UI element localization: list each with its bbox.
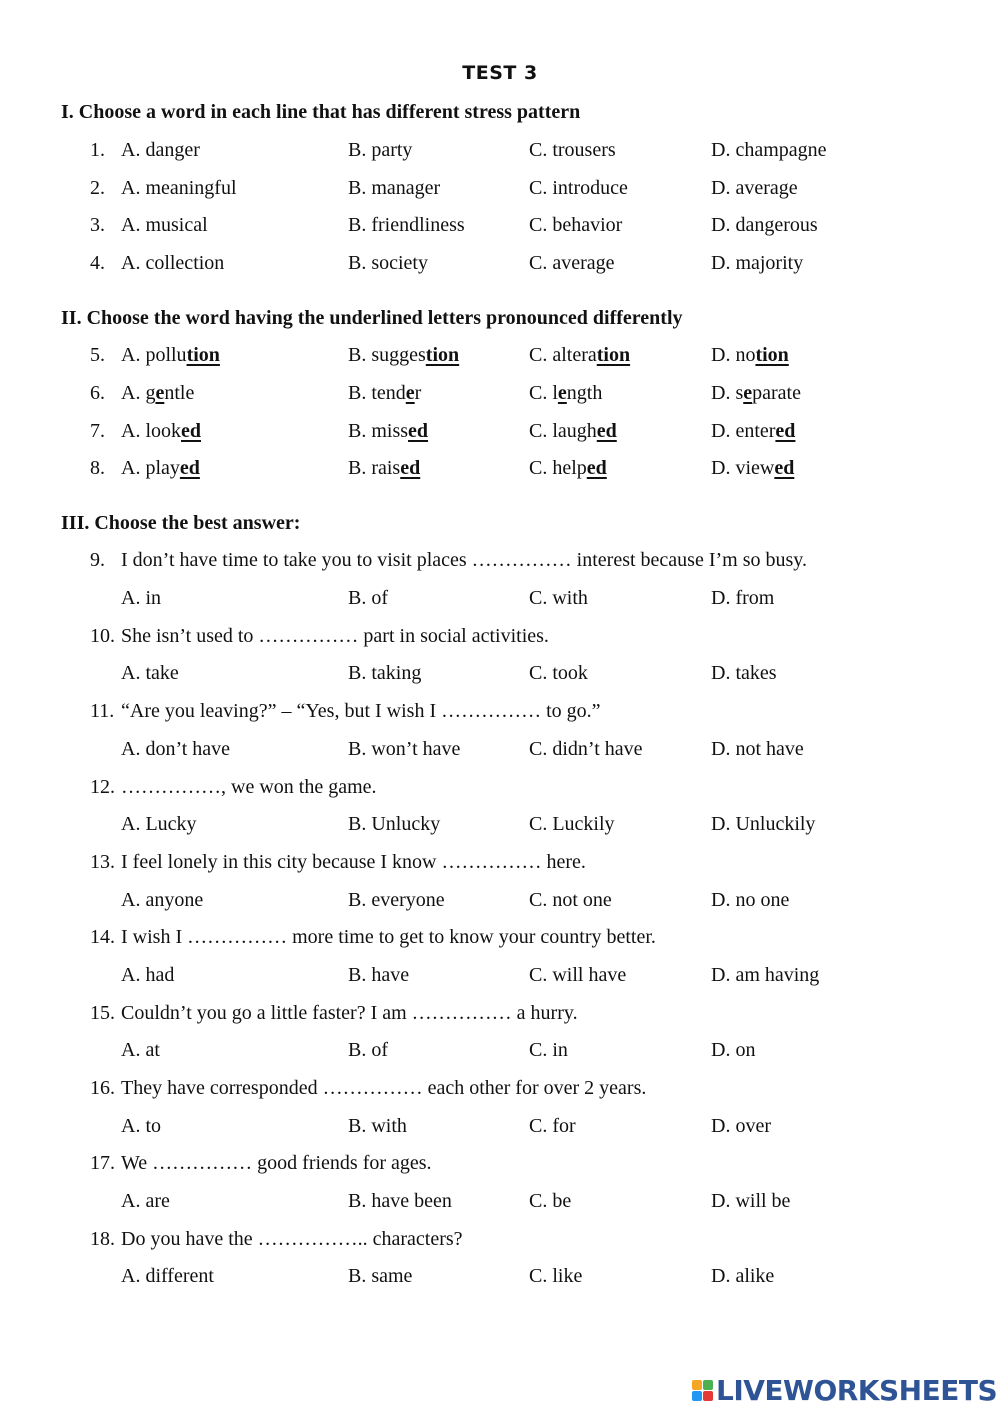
option-c[interactable]: C. in xyxy=(529,1039,568,1061)
question-stem: “Are you leaving?” – “Yes, but I wish I …………… to go.” xyxy=(121,700,601,722)
option-d[interactable]: D. takes xyxy=(711,662,777,684)
question-row xyxy=(0,457,1000,485)
option-b[interactable]: B. taking xyxy=(348,662,422,684)
question-row xyxy=(0,382,1000,410)
question-number: 12. xyxy=(90,776,115,798)
option-a[interactable]: A. anyone xyxy=(121,889,204,911)
question-stem: I wish I …………… more time to get to know your country better. xyxy=(121,926,656,948)
option-c[interactable]: C. with xyxy=(529,587,588,609)
option-a[interactable]: A. in xyxy=(121,587,161,609)
question-stem: I don’t have time to take you to visit places …………… interest because I’m so busy. xyxy=(121,549,807,571)
options-row xyxy=(0,1039,1000,1067)
question-stem-row xyxy=(0,1077,1000,1105)
options-row xyxy=(0,964,1000,992)
question-number: 17. xyxy=(90,1152,115,1174)
option-d[interactable]: D. viewed xyxy=(711,457,795,479)
underlined-letters: ed xyxy=(775,420,796,442)
underlined-letters: ed xyxy=(400,457,421,479)
option-a[interactable]: A. pollution xyxy=(121,344,220,366)
option-a[interactable]: A. musical xyxy=(121,214,208,236)
option-d[interactable]: D. on xyxy=(711,1039,756,1061)
question-stem: ……………, we won the game. xyxy=(121,776,377,798)
question-number: 13. xyxy=(90,851,115,873)
question-number: 8. xyxy=(90,457,105,479)
option-a[interactable]: A. danger xyxy=(121,139,200,161)
options-row xyxy=(0,889,1000,917)
option-d[interactable]: D. Unluckily xyxy=(711,813,816,835)
underlined-letters: ed xyxy=(179,457,200,479)
option-a[interactable]: A. gentle xyxy=(121,382,195,404)
option-d[interactable]: D. separate xyxy=(711,382,801,404)
underlined-letters: ed xyxy=(408,420,429,442)
option-b[interactable]: B. with xyxy=(348,1115,407,1137)
option-b[interactable]: B. of xyxy=(348,587,388,609)
option-b[interactable]: B. have been xyxy=(348,1190,452,1212)
question-stem: I feel lonely in this city because I know …………… here. xyxy=(121,851,586,873)
option-a[interactable]: A. meaningful xyxy=(121,177,237,199)
question-row xyxy=(0,139,1000,167)
option-c[interactable]: C. be xyxy=(529,1190,572,1212)
question-number: 4. xyxy=(90,252,105,274)
question-stem-row xyxy=(0,1152,1000,1180)
question-stem: Do you have the …………….. characters? xyxy=(121,1228,463,1250)
option-c[interactable]: C. not one xyxy=(529,889,612,911)
question-stem: She isn’t used to …………… part in social activities. xyxy=(121,625,549,647)
option-a[interactable]: A. different xyxy=(121,1265,214,1287)
question-stem-row xyxy=(0,926,1000,954)
option-d[interactable]: D. no one xyxy=(711,889,790,911)
underlined-letters: ed xyxy=(181,420,201,442)
question-row xyxy=(0,177,1000,205)
question-number: 5. xyxy=(90,344,105,366)
option-c[interactable]: C. will have xyxy=(529,964,627,986)
option-b[interactable]: B. have xyxy=(348,964,410,986)
section-1-heading: I. Choose a word in each line that has different stress pattern xyxy=(61,101,581,123)
option-c[interactable]: C. introduce xyxy=(529,177,628,199)
option-c[interactable]: C. like xyxy=(529,1265,583,1287)
question-stem: Couldn’t you go a little faster? I am …………… a hurry. xyxy=(121,1002,578,1024)
option-d[interactable]: D. dangerous xyxy=(711,214,818,236)
option-c[interactable]: C. length xyxy=(529,382,603,404)
options-row xyxy=(0,1115,1000,1143)
option-b[interactable]: B. society xyxy=(348,252,428,274)
question-row xyxy=(0,420,1000,448)
option-d[interactable]: D. champagne xyxy=(711,139,827,161)
underlined-letters: e xyxy=(155,382,165,404)
underlined-letters: tion xyxy=(425,344,460,366)
question-number: 14. xyxy=(90,926,115,948)
option-a[interactable]: A. looked xyxy=(121,420,201,442)
question-stem-row xyxy=(0,1228,1000,1256)
option-c[interactable]: C. for xyxy=(529,1115,576,1137)
underlined-letters: e xyxy=(405,382,415,404)
options-row xyxy=(0,587,1000,615)
underlined-letters: ed xyxy=(774,457,795,479)
option-c[interactable]: C. trousers xyxy=(529,139,616,161)
question-number: 1. xyxy=(90,139,105,161)
option-b[interactable]: B. won’t have xyxy=(348,738,461,760)
section-2-heading: II. Choose the word having the underlined letters pronounced differently xyxy=(61,307,683,329)
question-number: 16. xyxy=(90,1077,115,1099)
option-b[interactable]: B. missed xyxy=(348,420,429,442)
option-b[interactable]: B. manager xyxy=(348,177,441,199)
question-stem-row xyxy=(0,700,1000,728)
logo-mark-icon xyxy=(692,1380,713,1401)
option-c[interactable]: C. alteration xyxy=(529,344,631,366)
section-3-heading: III. Choose the best answer: xyxy=(61,512,301,534)
options-row xyxy=(0,1190,1000,1218)
underlined-letters: ed xyxy=(596,420,617,442)
question-row xyxy=(0,344,1000,372)
option-a[interactable]: A. had xyxy=(121,964,175,986)
underlined-letters: tion xyxy=(596,344,631,366)
option-a[interactable]: A. played xyxy=(121,457,200,479)
question-stem-row xyxy=(0,625,1000,653)
underlined-letters: tion xyxy=(755,344,789,366)
question-number: 3. xyxy=(90,214,105,236)
options-row xyxy=(0,738,1000,766)
question-row xyxy=(0,252,1000,280)
question-stem: They have corresponded …………… each other for over 2 years. xyxy=(121,1077,647,1099)
option-a[interactable]: A. to xyxy=(121,1115,161,1137)
option-d[interactable]: D. not have xyxy=(711,738,804,760)
options-row xyxy=(0,662,1000,690)
option-b[interactable]: B. everyone xyxy=(348,889,445,911)
option-b[interactable]: B. raised xyxy=(348,457,421,479)
option-c[interactable]: C. laughed xyxy=(529,420,617,442)
options-row xyxy=(0,1265,1000,1293)
option-a[interactable]: A. don’t have xyxy=(121,738,231,760)
option-d[interactable]: D. am having xyxy=(711,964,820,986)
underlined-letters: e xyxy=(557,382,567,404)
option-a[interactable]: A. collection xyxy=(121,252,225,274)
option-b[interactable]: B. of xyxy=(348,1039,388,1061)
option-d[interactable]: D. entered xyxy=(711,420,796,442)
option-c[interactable]: C. took xyxy=(529,662,588,684)
option-b[interactable]: B. party xyxy=(348,139,413,161)
option-c[interactable]: C. behavior xyxy=(529,214,623,236)
option-c[interactable]: C. average xyxy=(529,252,615,274)
question-number: 15. xyxy=(90,1002,115,1024)
underlined-letters: tion xyxy=(186,344,220,366)
question-number: 7. xyxy=(90,420,105,442)
question-number: 6. xyxy=(90,382,105,404)
option-b[interactable]: B. suggestion xyxy=(348,344,460,366)
logo-text: LIVEWORKSHEETS xyxy=(716,1373,998,1407)
option-d[interactable]: D. will be xyxy=(711,1190,791,1212)
option-d[interactable]: D. majority xyxy=(711,252,804,274)
option-d[interactable]: D. average xyxy=(711,177,798,199)
question-number: 11. xyxy=(90,700,115,722)
option-a[interactable]: A. are xyxy=(121,1190,170,1212)
option-d[interactable]: D. over xyxy=(711,1115,771,1137)
option-c[interactable]: C. didn’t have xyxy=(529,738,643,760)
option-d[interactable]: D. notion xyxy=(711,344,789,366)
underlined-letters: ed xyxy=(586,457,607,479)
question-row xyxy=(0,214,1000,242)
option-b[interactable]: B. same xyxy=(348,1265,413,1287)
question-stem-row xyxy=(0,776,1000,804)
question-number: 2. xyxy=(90,177,105,199)
option-a[interactable]: A. at xyxy=(121,1039,160,1061)
options-row xyxy=(0,813,1000,841)
question-number: 9. xyxy=(90,549,105,571)
underlined-letters: e xyxy=(743,382,753,404)
option-c[interactable]: C. Luckily xyxy=(529,813,615,835)
option-d[interactable]: D. alike xyxy=(711,1265,775,1287)
option-d[interactable]: D. from xyxy=(711,587,775,609)
test-title: TEST 3 xyxy=(462,62,538,84)
option-b[interactable]: B. tender xyxy=(348,382,422,404)
question-stem-row xyxy=(0,549,1000,577)
question-number: 18. xyxy=(90,1228,115,1250)
question-number: 10. xyxy=(90,625,115,647)
question-stem: We …………… good friends for ages. xyxy=(121,1152,432,1174)
question-stem-row xyxy=(0,1002,1000,1030)
option-c[interactable]: C. helped xyxy=(529,457,607,479)
option-a[interactable]: A. take xyxy=(121,662,179,684)
question-stem-row xyxy=(0,851,1000,879)
liveworksheets-logo[interactable] xyxy=(692,1374,997,1406)
option-b[interactable]: B. friendliness xyxy=(348,214,465,236)
option-b[interactable]: B. Unlucky xyxy=(348,813,441,835)
option-a[interactable]: A. Lucky xyxy=(121,813,197,835)
